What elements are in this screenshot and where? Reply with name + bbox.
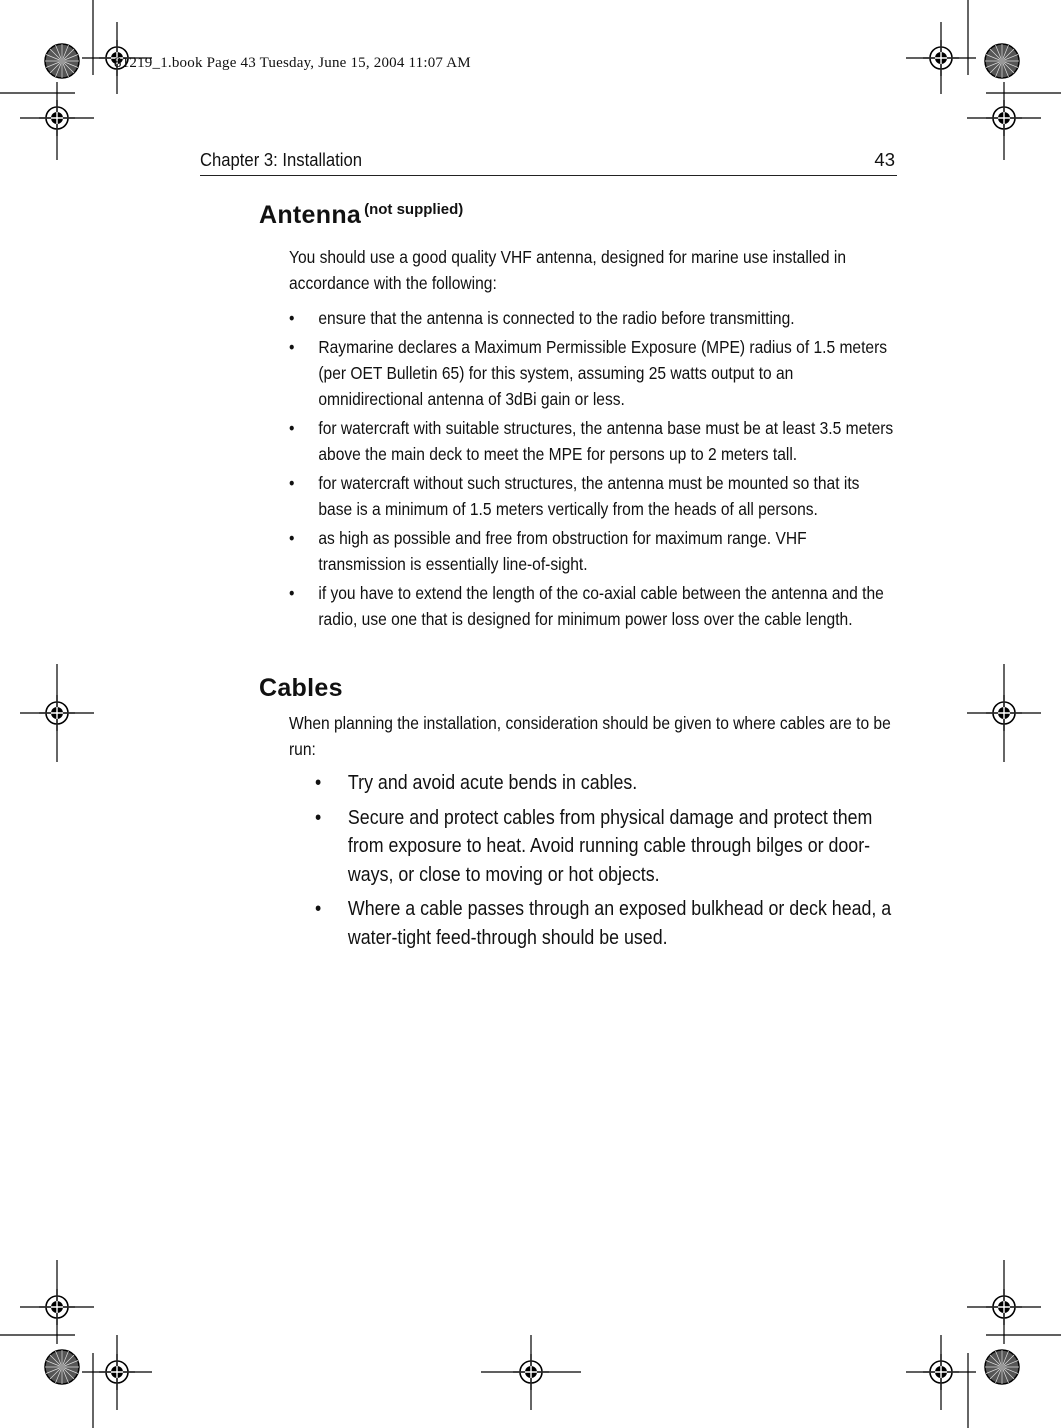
antenna-bullet: • if you have to extend the length of the co-axial cable between the antenna and the radio, use one that is designed for minimum power loss over the cable length. (289, 580, 894, 632)
antenna-heading (259, 201, 463, 230)
antenna-bullet: • for watercraft without such structures, the antenna must be mounted so that its base is a minimum of 1.5 meters vertically from the heads of all persons. (289, 470, 894, 522)
cables-bullet: • Try and avoid acute bends in cables. (315, 769, 894, 798)
chapter-title: Chapter 3: Installation (200, 149, 362, 170)
running-header (200, 147, 897, 176)
antenna-intro: You should use a good quality VHF antenna, designed for marine use installed in accordance with the following: (289, 247, 847, 293)
cables-intro: When planning the installation, consideration should be given to where cables are to be run: (289, 713, 891, 759)
print-slug: 81219_1.book Page 43 Tuesday, June 15, 2004 11:07 AM (114, 55, 471, 71)
antenna-heading-note: (not supplied) (364, 201, 464, 218)
cables-heading: Cables (259, 674, 343, 702)
antenna-bullet: • ensure that the antenna is connected to the radio before transmitting. (289, 305, 894, 331)
cables-bullet-list (315, 769, 894, 958)
antenna-bullet: • Raymarine declares a Maximum Permissible Exposure (MPE) radius of 1.5 meters (per OET Bulletin 65) for this system, assuming 25 watts output to an omnidirectional antenna of 3dBi gain or less. (289, 334, 894, 412)
antenna-bullet: • as high as possible and free from obstruction for maximum range. VHF transmission is essentially line-of-sight. (289, 525, 894, 577)
cables-bullet: • Where a cable passes through an exposed bulkhead or deck head, a water-tight feed-through should be used. (315, 895, 894, 952)
cables-bullet: • Secure and protect cables from physical damage and protect them from exposure to heat. Avoid running cable through bilges or door-ways, or close to moving or hot objects. (315, 804, 894, 890)
page-number: 43 (874, 149, 895, 170)
antenna-bullet-list (289, 305, 894, 635)
antenna-heading-text: Antenna (259, 201, 362, 229)
antenna-bullet: • for watercraft with suitable structures, the antenna base must be at least 3.5 meters above the main deck to meet the MPE for persons up to 2 meters tall. (289, 415, 894, 467)
